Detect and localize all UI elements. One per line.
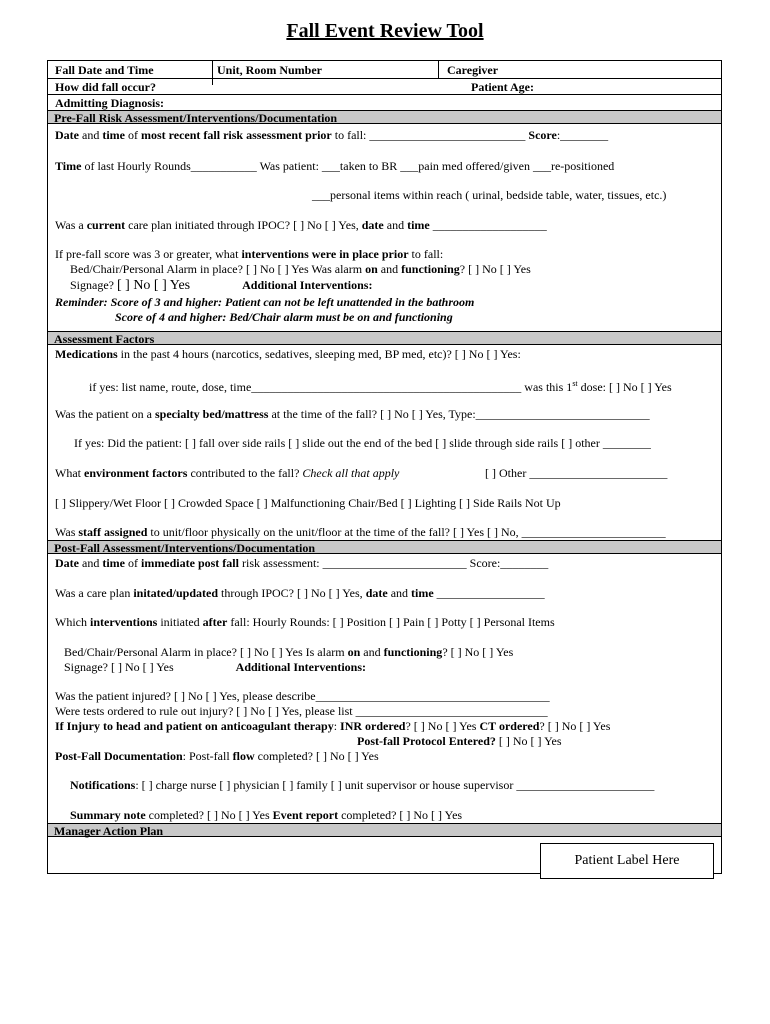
postfall-care-plan-line: Was a care plan initated/updated through IPOC? [ ] No [ ] Yes, date and time __________________ (55, 586, 545, 600)
notifications-line: Notifications: [ ] charge nurse [ ] physician [ ] family [ ] unit supervisor or house supervisor _______________________ (70, 778, 655, 792)
header-divider (48, 78, 721, 79)
patient-label-box: Patient Label Here (540, 843, 714, 879)
page-title: Fall Event Review Tool (286, 20, 484, 42)
documentation-line: Post-Fall Documentation: Post-fall flow completed? [ ] No [ ] Yes (55, 749, 379, 763)
postfall-interventions-line: Which interventions initiated after fall: Hourly Rounds: [ ] Position [ ] Pain [ ] Potty [ ] Personal Items (55, 615, 555, 629)
bed-detail-line: If yes: Did the patient: [ ] fall over side rails [ ] slide out the end of the bed [ ] slide through side rails [ ] other ________ (74, 436, 651, 450)
injured-line: Was the patient injured? [ ] No [ ] Yes, please describe_______________________________________ (55, 689, 550, 703)
med-list-line: if yes: list name, route, dose, time_____________________________________________ was this 1st dose: [ ] No [ ] Yes (89, 379, 672, 394)
tests-line: Were tests ordered to rule out injury? [ ] No [ ] Yes, please list ________________________________ (55, 704, 548, 718)
environment-other: [ ] Other _______________________ (485, 466, 668, 480)
summary-line: Summary note completed? [ ] No [ ] Yes Event report completed? [ ] No [ ] Yes (70, 808, 463, 822)
environment-options: [ ] Slippery/Wet Floor [ ] Crowded Space [ ] Malfunctioning Chair/Bed [ ] Lighting [ ] Side Rails Not Up (55, 496, 561, 510)
header-divider (212, 61, 213, 85)
postfall-signage-line: Signage? [ ] No [ ] Yes Additional Interventions: (64, 660, 367, 674)
manager-heading: Manager Action Plan (48, 823, 721, 837)
assessment-heading: Assessment Factors (48, 331, 721, 345)
prefall-heading: Pre-Fall Risk Assessment/Interventions/Documentation (48, 110, 721, 124)
how-occur-label: How did fall occur? (55, 80, 156, 94)
specialty-bed-line: Was the patient on a specialty bed/mattress at the time of the fall? [ ] No [ ] Yes, Type:_____________________________ (55, 407, 650, 421)
environment-line: What environment factors contributed to the fall? Check all that apply (55, 466, 400, 480)
staff-line: Was staff assigned to unit/floor physically on the unit/floor at the time of the fall? [ ] Yes [ ] No, ________________________ (55, 525, 666, 539)
postfall-assessment-line: Date and time of immediate post fall risk assessment: ________________________ Score:________ (55, 556, 549, 570)
postfall-heading: Post-Fall Assessment/Interventions/Documentation (48, 540, 721, 554)
header-divider (438, 61, 439, 79)
anticoagulant-line: If Injury to head and patient on anticoagulant therapy: INR ordered? [ ] No [ ] Yes CT ordered? [ ] No [ ] Yes (55, 719, 611, 733)
prefall-assessment-line: Date and time of most recent fall risk assessment prior to fall: __________________________ Score:________ (55, 128, 609, 142)
admitting-dx-label: Admitting Diagnosis: (55, 96, 165, 110)
hourly-rounds-line: Time of last Hourly Rounds___________ Was patient: ___taken to BR ___pain med offered/given ___re-positioned (55, 159, 615, 173)
protocol-line: Post-fall Protocol Entered? [ ] No [ ] Yes (357, 734, 562, 748)
care-plan-line: Was a current care plan initiated through IPOC? [ ] No [ ] Yes, date and time ___________________ (55, 218, 547, 232)
alarm-line: Bed/Chair/Personal Alarm in place? [ ] No [ ] Yes Was alarm on and functioning? [ ] No [ ] Yes (70, 262, 531, 276)
reminder-line: Reminder: Score of 3 and higher: Patient can not be left unattended in the bathroom (55, 295, 475, 309)
postfall-alarm-line: Bed/Chair/Personal Alarm in place? [ ] No [ ] Yes Is alarm on and functioning? [ ] No [ ] Yes (64, 645, 514, 659)
personal-items-line: ___personal items within reach ( urinal, bedside table, water, tissues, etc.) (312, 188, 667, 202)
unit-room-label: Unit, Room Number (217, 63, 322, 77)
caregiver-label: Caregiver (447, 63, 499, 77)
fall-date-label: Fall Date and Time (55, 63, 154, 77)
patient-age-label: Patient Age: (471, 80, 534, 94)
reminder-line-2: Score of 4 and higher: Bed/Chair alarm must be on and functioning (115, 310, 453, 324)
header-divider (48, 94, 721, 95)
medications-line: Medications in the past 4 hours (narcotics, sedatives, sleeping med, BP med, etc)? [ ] No [ ] Yes: (55, 347, 521, 361)
signage-line: Signage? [ ] No [ ] Yes Additional Interventions: (70, 278, 373, 293)
interventions-line: If pre-fall score was 3 or greater, what interventions were in place prior to fall: (55, 247, 444, 261)
fall-review-form (47, 60, 722, 874)
